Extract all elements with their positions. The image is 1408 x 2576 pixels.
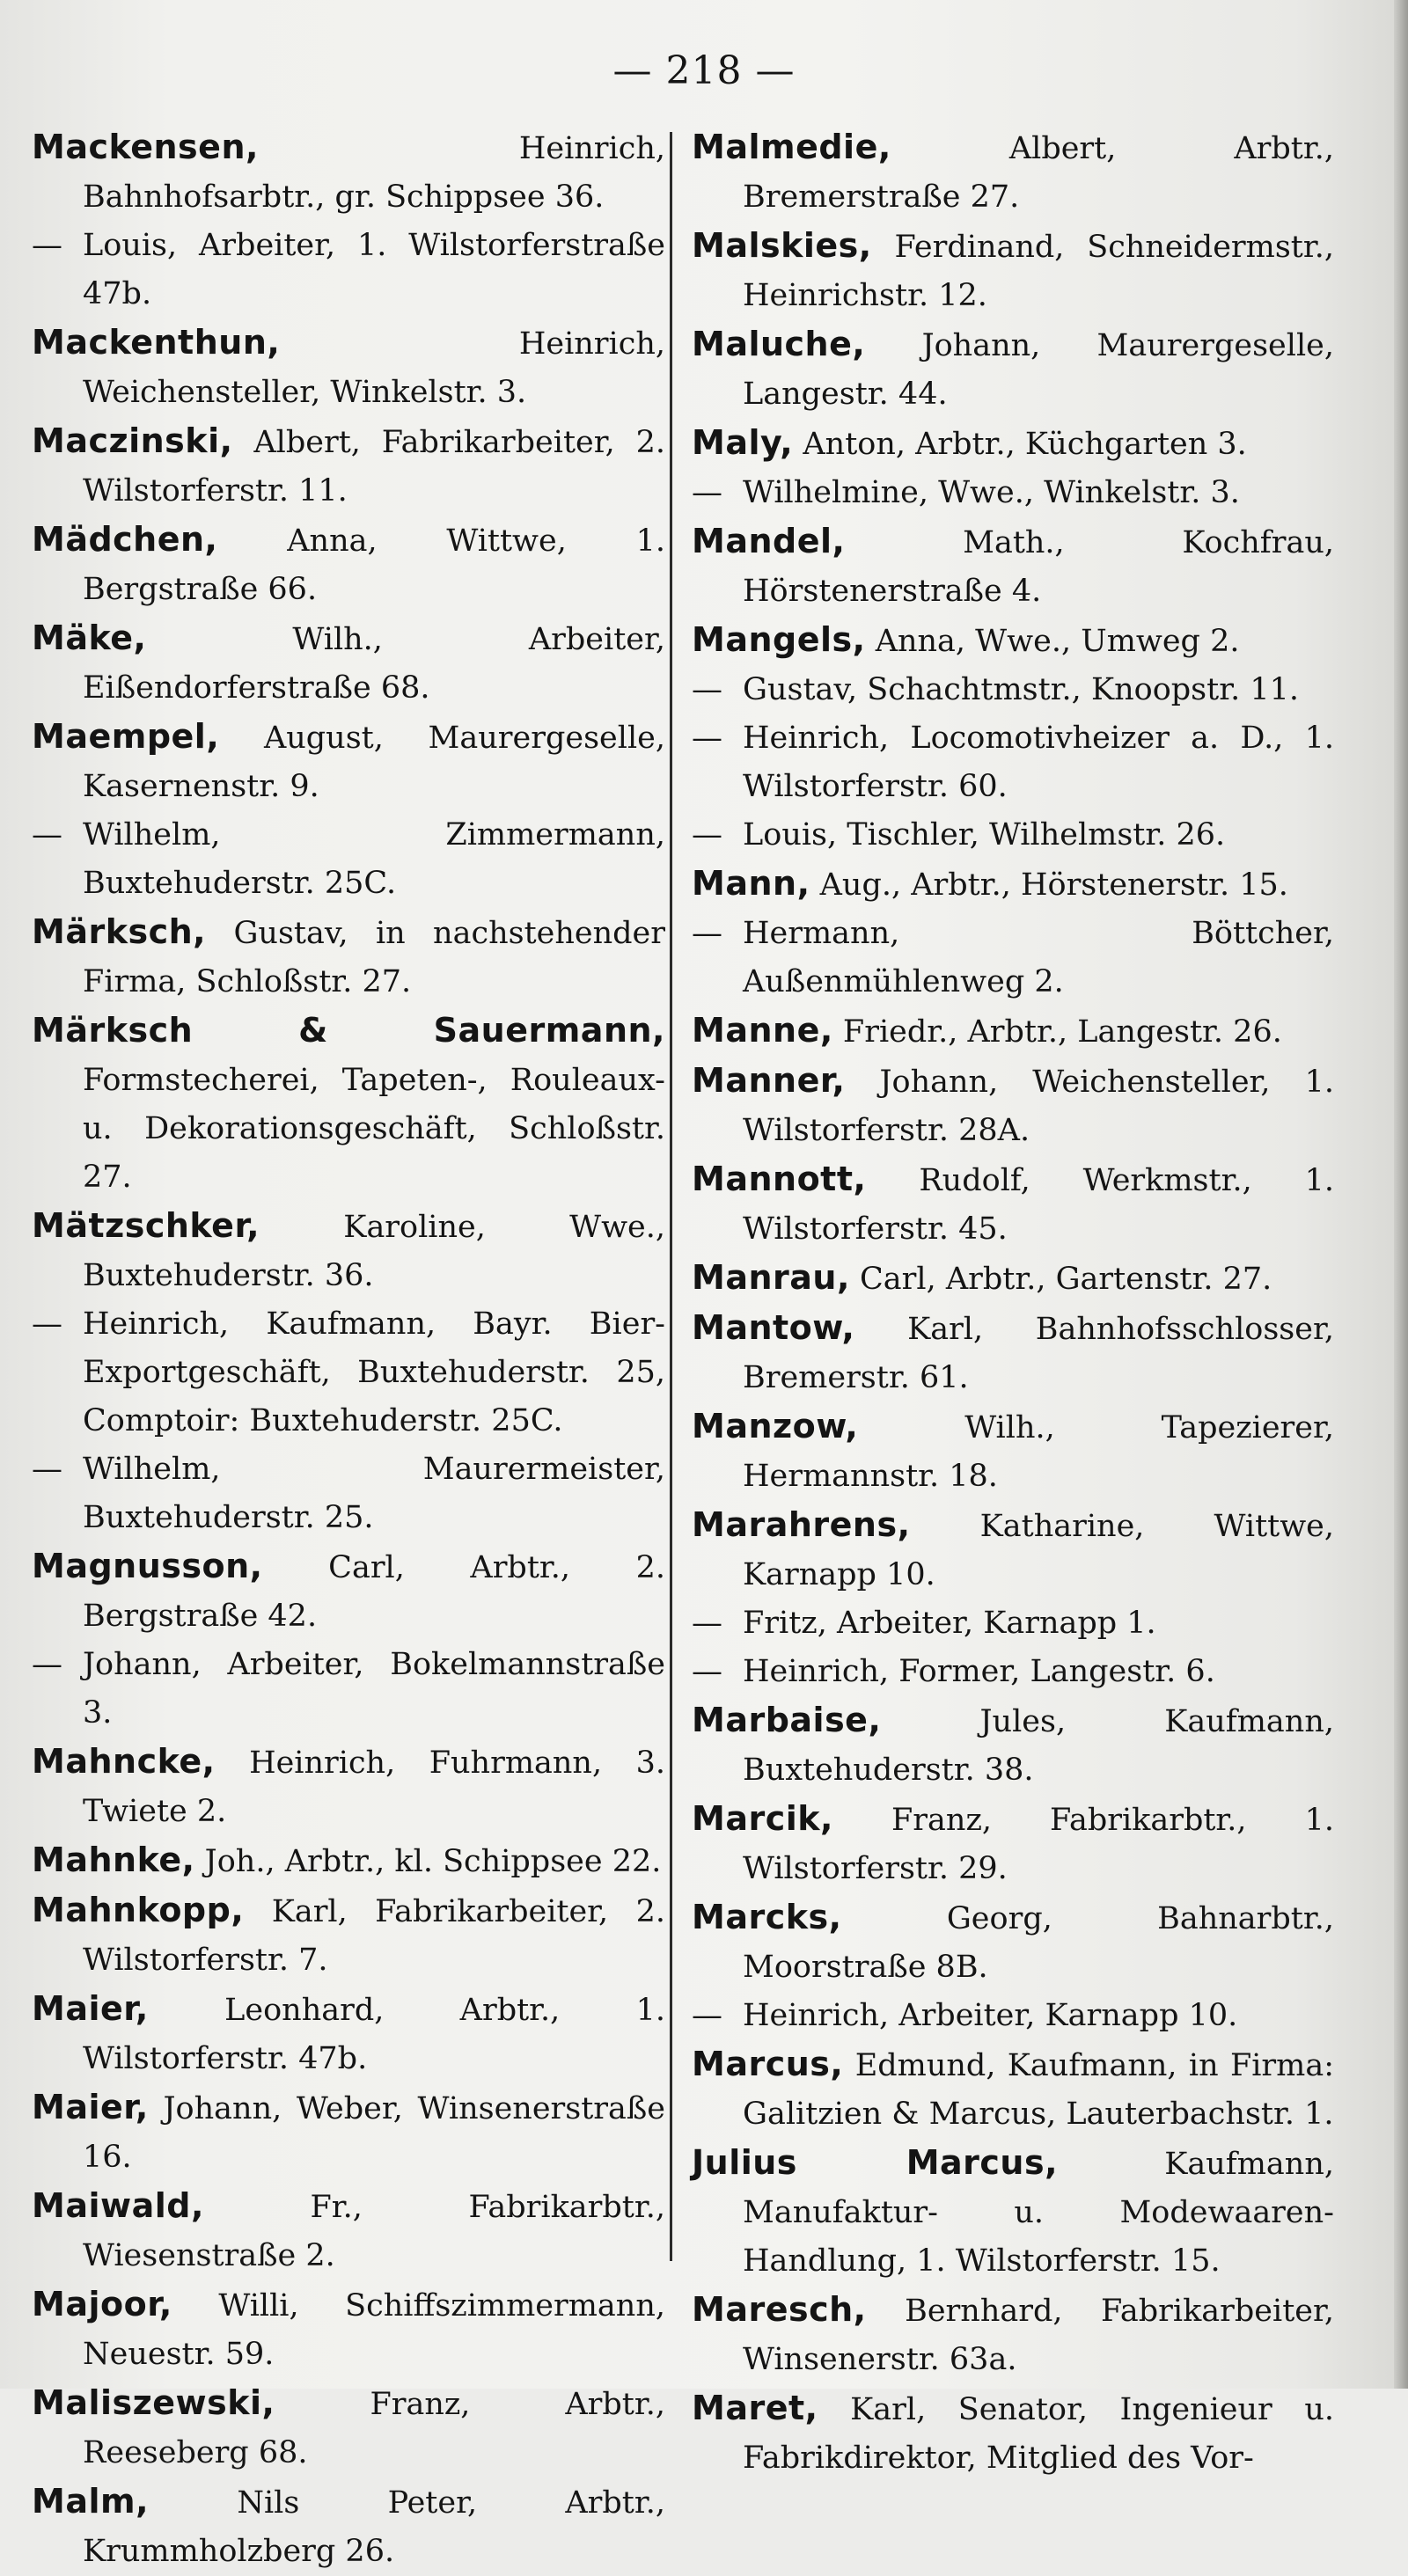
left-column: [32, 123, 665, 2576]
entry-details: Fritz, Arbeiter, Karnapp 1.: [743, 1606, 1156, 1641]
directory-entry: [32, 1985, 665, 2083]
directory-entry: [692, 1304, 1334, 1402]
directory-entry: [32, 1836, 665, 1886]
entry-surname: Marcus,: [692, 2045, 844, 2083]
entry-details: Heinrich, Kaufmann, Bayr. Bier-Exportgeschäft, Buxtehuderstr. 25, Comptoir: Buxtehuderstr. 25C.: [83, 1306, 665, 1438]
entry-details: Leonhard, Arbtr., 1. Wilstorferstr. 47b.: [83, 1993, 665, 2076]
directory-entry: [32, 2182, 665, 2280]
entry-details: Johann, Arbeiter, Bokelmannstraße 3.: [83, 1647, 665, 1731]
directory-entry: [32, 123, 665, 222]
entry-details: Heinrich, Arbeiter, Karnapp 10.: [743, 1998, 1238, 2033]
directory-entry: [692, 2286, 1334, 2384]
directory-entry: [692, 1648, 1334, 1696]
entry-surname: Mandel,: [692, 522, 846, 560]
directory-entry: [32, 1886, 665, 1985]
directory-entry: [692, 1057, 1334, 1155]
directory-entry: [692, 123, 1334, 222]
page-edge: [1394, 0, 1408, 2389]
directory-entry: [692, 1155, 1334, 1254]
directory-entry: [32, 2083, 665, 2182]
directory-entry: [692, 714, 1334, 811]
directory-entry: [692, 1795, 1334, 1893]
column-divider: [670, 132, 672, 2261]
repeat-dash: —: [32, 228, 62, 263]
directory-entry: [692, 222, 1334, 320]
directory-entry: [32, 1006, 665, 1202]
directory-entry: [32, 318, 665, 417]
directory-entry: [692, 1501, 1334, 1599]
repeat-dash: —: [32, 1647, 62, 1682]
directory-entry: [692, 2384, 1334, 2483]
entry-surname: Manner,: [692, 1061, 846, 1100]
directory-entry: [692, 1006, 1334, 1057]
entry-details: Albert, Fabrikarbeiter, 2. Wilstorferstr. 11.: [83, 425, 665, 509]
entry-details: Ferdinand, Schneidermstr., Heinrichstr. 12.: [743, 230, 1334, 313]
entry-surname: Malm,: [32, 2482, 150, 2521]
directory-entry: [692, 666, 1334, 714]
entry-details: Heinrich, Bahnhofsarbtr., gr. Schippsee 36.: [83, 131, 665, 215]
entry-surname: Manne,: [692, 1011, 833, 1050]
repeat-dash: —: [692, 672, 722, 707]
repeat-dash: —: [32, 817, 62, 853]
entry-details: Karl, Fabrikarbeiter, 2. Wilstorferstr. 7.: [83, 1894, 665, 1978]
directory-entry: [692, 517, 1334, 616]
entry-details: August, Maurergeselle, Kasernenstr. 9.: [83, 721, 665, 804]
entry-details: Joh., Arbtr., kl. Schippsee 22.: [204, 1844, 662, 1879]
directory-entry: [32, 1202, 665, 1300]
entry-details: Karl, Bahnhofsschlosser, Bremerstr. 61.: [743, 1312, 1334, 1395]
directory-entry: [692, 2040, 1334, 2139]
entry-details: Jules, Kaufmann, Buxtehuderstr. 38.: [743, 1704, 1334, 1788]
entry-surname: Mädchen,: [32, 520, 218, 559]
directory-entry: [32, 2477, 665, 2576]
repeat-dash: —: [692, 916, 722, 951]
directory-entry: [32, 1300, 665, 1445]
right-column: [692, 123, 1334, 2483]
entry-details: Franz, Arbtr., Reeseberg 68.: [83, 2387, 665, 2470]
entry-surname: Mannott,: [692, 1160, 867, 1198]
entry-surname: Maempel,: [32, 717, 220, 756]
entry-details: Wilh., Tapezierer, Hermannstr. 18.: [743, 1410, 1334, 1494]
entry-details: Carl, Arbtr., Gartenstr. 27.: [860, 1262, 1272, 1297]
entry-surname: Märksch,: [32, 912, 207, 951]
directory-entry: [32, 908, 665, 1006]
entry-details: Math., Kochfrau, Hörstenerstraße 4.: [743, 525, 1334, 609]
directory-entry: [32, 2379, 665, 2477]
entry-surname: Manrau,: [692, 1258, 850, 1297]
entry-details: Wilhelm, Zimmermann, Buxtehuderstr. 25C.: [83, 817, 665, 901]
directory-entry: [692, 469, 1334, 517]
directory-entry: [692, 1402, 1334, 1501]
entry-details: Franz, Fabrikarbtr., 1. Wilstorferstr. 29.: [743, 1803, 1334, 1886]
entry-details: Bernhard, Fabrikarbeiter, Winsenerstr. 63a.: [743, 2294, 1334, 2377]
directory-entry: [32, 2280, 665, 2379]
entry-surname: Mätzschker,: [32, 1206, 260, 1245]
entry-details: Gustav, Schachtmstr., Knoopstr. 11.: [743, 672, 1299, 707]
entry-details: Kaufmann, Manufaktur- u. Modewaaren-Handlung, 1. Wilstorferstr. 15.: [743, 2147, 1334, 2279]
entry-details: Louis, Arbeiter, 1. Wilstorferstraße 47b.: [83, 228, 665, 311]
entry-surname: Marbaise,: [692, 1701, 882, 1739]
entry-details: Heinrich, Fuhrmann, 3. Twiete 2.: [83, 1745, 665, 1829]
entry-surname: Mäke,: [32, 618, 147, 657]
entry-details: Aug., Arbtr., Hörstenerstr. 15.: [819, 867, 1288, 903]
directory-entry: [692, 860, 1334, 910]
directory-entry: [32, 516, 665, 614]
entry-details: Louis, Tischler, Wilhelmstr. 26.: [743, 817, 1226, 853]
entry-details: Heinrich, Weichensteller, Winkelstr. 3.: [83, 326, 665, 410]
repeat-dash: —: [692, 1998, 722, 2033]
entry-details: Johann, Weber, Winsenerstraße 16.: [83, 2091, 665, 2175]
entry-surname: Mangels,: [692, 620, 866, 659]
repeat-dash: —: [692, 475, 722, 510]
directory-entry: [692, 419, 1334, 469]
entry-details: Hermann, Böttcher, Außenmühlenweg 2.: [743, 916, 1334, 999]
directory-entry: [32, 1542, 665, 1641]
directory-entry: [692, 616, 1334, 666]
entry-surname: Mackensen,: [32, 128, 259, 166]
entry-details: Anton, Arbtr., Küchgarten 3.: [803, 427, 1247, 462]
entry-surname: Maliszewski,: [32, 2383, 275, 2422]
repeat-dash: —: [692, 1606, 722, 1641]
entry-details: Heinrich, Locomotivheizer a. D., 1. Wilstorferstr. 60.: [743, 721, 1334, 804]
entry-details: Fr., Fabrikarbtr., Wiesenstraße 2.: [83, 2190, 665, 2273]
entry-details: Katharine, Wittwe, Karnapp 10.: [743, 1509, 1334, 1592]
entry-surname: Mahnke,: [32, 1841, 195, 1879]
entry-surname: Mahnkopp,: [32, 1891, 245, 1929]
entry-details: Rudolf, Werkmstr., 1. Wilstorferstr. 45.: [743, 1163, 1334, 1247]
entry-details: Carl, Arbtr., 2. Bergstraße 42.: [83, 1550, 665, 1634]
directory-entry: [692, 1696, 1334, 1795]
entry-surname: Maret,: [692, 2389, 818, 2427]
entry-details: Nils Peter, Arbtr., Krummholzberg 26.: [83, 2485, 665, 2569]
entry-surname: Magnusson,: [32, 1547, 263, 1585]
directory-entry: [692, 1599, 1334, 1648]
directory-entry: [32, 1445, 665, 1542]
entry-surname: Malskies,: [692, 226, 872, 265]
entry-surname: Malmedie,: [692, 128, 891, 166]
directory-entry: [692, 2139, 1334, 2286]
entry-surname: Maier,: [32, 1989, 149, 2028]
entry-details: Willi, Schiffszimmermann, Neuestr. 59.: [83, 2288, 665, 2372]
entry-details: Edmund, Kaufmann, in Firma: Galitzien & Marcus, Lauterbachstr. 1.: [743, 2048, 1334, 2132]
entry-details: Karl, Senator, Ingenieur u. Fabrikdirektor, Mitglied des Vor-: [743, 2392, 1334, 2476]
entry-details: Wilhelm, Maurermeister, Buxtehuderstr. 25.: [83, 1452, 665, 1535]
entry-details: Anna, Wwe., Umweg 2.: [875, 624, 1240, 659]
directory-entry: [692, 910, 1334, 1006]
entry-details: Johann, Weichensteller, 1. Wilstorferstr. 28A.: [743, 1065, 1334, 1148]
repeat-dash: —: [32, 1452, 62, 1487]
entry-details: Albert, Arbtr., Bremerstraße 27.: [743, 131, 1334, 215]
directory-entry: [32, 1641, 665, 1738]
repeat-dash: —: [692, 721, 722, 756]
entry-surname: Manzow,: [692, 1407, 859, 1445]
entry-details: Karoline, Wwe., Buxtehuderstr. 36.: [83, 1210, 665, 1293]
entry-details: Friedr., Arbtr., Langestr. 26.: [842, 1014, 1282, 1050]
entry-details: Heinrich, Former, Langestr. 6.: [743, 1654, 1215, 1689]
entry-surname: Maier,: [32, 2088, 149, 2126]
repeat-dash: —: [32, 1306, 62, 1342]
entry-surname: Marcik,: [692, 1799, 833, 1838]
entry-details: Johann, Maurergeselle, Langestr. 44.: [743, 328, 1334, 412]
entry-surname: Julius Marcus,: [692, 2143, 1059, 2182]
entry-details: Georg, Bahnarbtr., Moorstraße 8B.: [743, 1901, 1334, 1985]
entry-surname: Märksch & Sauermann,: [32, 1011, 665, 1050]
entry-details: Formstecherei, Tapeten-, Rouleaux- u. Dekorationsgeschäft, Schloßstr. 27.: [83, 1063, 665, 1195]
entry-surname: Mahncke,: [32, 1742, 216, 1781]
directory-entry: [32, 614, 665, 713]
entry-surname: Mantow,: [692, 1308, 855, 1347]
entry-details: Wilh., Arbeiter, Eißendorferstraße 68.: [83, 622, 665, 706]
directory-entry: [32, 1738, 665, 1836]
directory-entry: [32, 417, 665, 516]
entry-details: Gustav, in nachstehender Firma, Schloßstr. 27.: [83, 916, 665, 999]
entry-surname: Majoor,: [32, 2285, 172, 2324]
directory-entry: [32, 811, 665, 908]
directory-entry: [692, 1893, 1334, 1992]
repeat-dash: —: [692, 817, 722, 853]
directory-entry: [32, 713, 665, 811]
entry-surname: Maly,: [692, 423, 794, 462]
entry-surname: Marahrens,: [692, 1505, 911, 1544]
entry-surname: Maluche,: [692, 325, 866, 363]
entry-surname: Marcks,: [692, 1898, 842, 1936]
directory-entry: [692, 1254, 1334, 1304]
entry-surname: Mann,: [692, 864, 810, 903]
entry-surname: Maiwald,: [32, 2186, 204, 2225]
directory-entry: [692, 320, 1334, 419]
entry-details: Anna, Wittwe, 1. Bergstraße 66.: [83, 523, 665, 607]
directory-entry: [692, 811, 1334, 860]
entry-details: Wilhelmine, Wwe., Winkelstr. 3.: [743, 475, 1240, 510]
repeat-dash: —: [692, 1654, 722, 1689]
page-number: — 218 —: [612, 48, 796, 93]
directory-entry: [32, 222, 665, 318]
directory-entry: [692, 1992, 1334, 2040]
entry-surname: Maresch,: [692, 2290, 867, 2329]
entry-surname: Mackenthun,: [32, 323, 281, 362]
entry-surname: Maczinski,: [32, 421, 233, 460]
